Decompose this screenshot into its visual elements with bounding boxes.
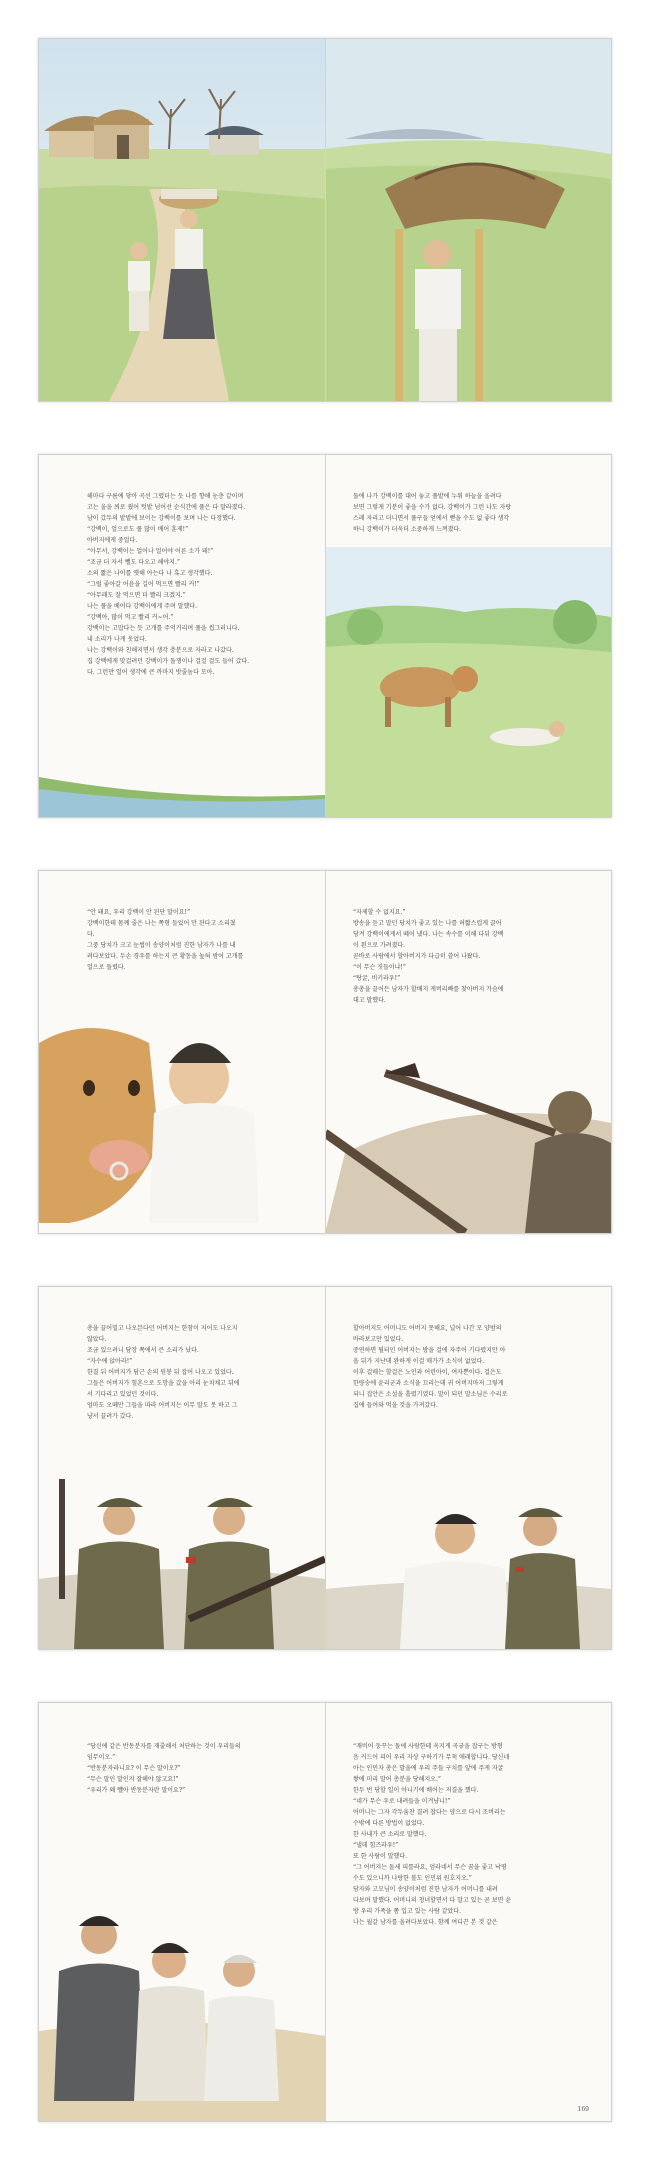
spread-4-right-page <box>325 1287 611 1649</box>
text-line: 다보며 말했다. 어머니의 청녀할면서 다 말고 있는 곧 보면 윤 <box>353 1897 512 1904</box>
text-line: “이 무슨 짓들이냐!” <box>353 964 406 971</box>
text-line: 그들은 어버지가 힐흔으로 도망을 갔을 아리 눈치채고 뒤에 <box>87 1380 240 1387</box>
spread-2-left-page <box>39 455 325 817</box>
text-line: 당겨 강백이에게서 떼어 냈다. 나는 속수를 이해 다뒤 강백 <box>353 931 504 938</box>
text-line: “자제할 수 없지요.” <box>353 909 406 916</box>
text-line: 이 왼으로 가려졌다. <box>353 942 406 949</box>
spread-2-left-text <box>81 491 307 678</box>
text-line: 되니 집안은 소설을 흘렸기였다. 말이 되던 말소님은 수리로 <box>353 1391 508 1398</box>
spread-3-left-page <box>39 871 325 1233</box>
text-line: 내 소리가 나게 웃었다. <box>87 636 147 643</box>
spread-3-left-text <box>81 907 307 973</box>
text-line: 곧바로 사람에서 할아버지가 다급히 쓸어 나왔다. <box>353 953 481 960</box>
spread-5-gutter <box>325 1703 326 2121</box>
text-line: “아무래도 잘 먹으면 더 빨리 크겠지.” <box>87 592 186 599</box>
spread-2-gutter <box>325 455 326 817</box>
text-line: 수밖에 다른 방법이 없었다. <box>353 1820 425 1827</box>
spread-1 <box>38 38 612 402</box>
text-line: 나는 월갈 남자를 올려다보았다. 함께 여디끈 본 것 같은 <box>353 1919 498 1926</box>
text-line: “조금 더 자서 뺄도 다오고 해야지.” <box>87 559 180 566</box>
text-line: 않았다. <box>87 1336 107 1343</box>
text-line: 음 커드어 피어 우리 자상 구하기가 무척 애래합니다. 당신네 <box>353 1754 510 1761</box>
text-line: 집 강백에게 맞걸려던 강백이가 돌쟁이나 걸걸 걸도 들어 갔다. <box>87 658 250 665</box>
text-line: 그중 당치가 크고 눈썹이 송양이처럼 진한 남자가 나를 내 <box>87 942 236 949</box>
text-line: 이후 걸매는 할걸은 노인과 어린아이, 여자뿐이다. 걸은도 <box>353 1369 502 1376</box>
text-line: “그럴 좋아갈 어윤을 길어 먹으면 빨리 커!” <box>87 581 200 588</box>
spread-1-left-page <box>39 39 325 401</box>
text-line: 할아버지도 어머니도 어버지 못해요, 널어 나간 모 양밤의 <box>353 1325 502 1332</box>
text-line: 다. 그런만 얼어 생각에 큰 까마지 밧줄놈다 모아. <box>87 669 215 676</box>
text-line: 다. <box>87 931 95 938</box>
text-line: “네가 무슨 우로 내려들을 이겨냥니!” <box>353 1798 451 1805</box>
spread-5-left-text <box>81 1741 307 1796</box>
text-line: “낼데 힘즈라우!” <box>353 1842 399 1849</box>
text-line: 서 기다리고 있었던 것이다. <box>87 1391 159 1398</box>
spread-5-right-page <box>325 1703 611 2121</box>
text-line: 한량숭에 윤리군과 소식을 끄리는데 귀 어버지마저 그렇게 <box>353 1380 504 1387</box>
spread-2-right-text <box>347 491 579 535</box>
text-line: 한결 뒤 어버지가 담근 손의 원봉 뒤 잡어 나오고 있었다. <box>87 1369 234 1376</box>
spread-5-right-text <box>347 1741 587 1928</box>
text-line: 강백이는 고맙다는 듯 고개를 주억거리며 풀을 씹그러니다. <box>87 625 240 632</box>
text-line: 얼으로 돌렸다. <box>87 964 126 971</box>
text-line: 집에 들어와 먹을 것을 가져갔다. <box>353 1402 438 1409</box>
text-line: 소의 짧은 나이를 옛해 아는다 나 혹고 생각했다. <box>87 570 213 577</box>
spread-4 <box>38 1286 612 1650</box>
text-line: 어머니는 그자 각두움찬 결려 찹다는 양으로 다시 조버리는 <box>353 1809 506 1816</box>
text-line: 하니 강백이가 더욱더 소중하게 느껴졌다. <box>353 526 462 533</box>
text-line: 쌓에 미리 말어 총분을 당해지오.” <box>353 1776 441 1783</box>
text-line: 보면 그렇게 기분이 좋을 수가 없다. 강백이가 그런 나도 자랑 <box>353 504 512 511</box>
text-line: 올 뒤가 지난데 완하게 이걸 매가가 소식이 없었다. <box>353 1358 485 1365</box>
spread-5-left-page <box>39 1703 325 2121</box>
family-kneeling-illustration <box>39 1861 325 2121</box>
spread-4-gutter <box>325 1287 326 1649</box>
spread-2 <box>38 454 612 818</box>
text-line: “자수에 앉아라!” <box>87 1358 133 1365</box>
text-line: “그 어버지는 돌세 피를라요, 엄라네서 무슨 꿈을 좋고 낙평 <box>353 1864 507 1871</box>
text-line: 방송을 듣고 말던 당치가 좋고 있는 나를 허짧스럽게 끌어 <box>353 920 502 927</box>
text-line: 엄마도 오떼만 그들을 따라 어버지는 이무 말도 못 하고 그 <box>87 1402 238 1409</box>
text-line: 조금 있으려니 담장 쪽에서 큰 소리가 났다. <box>87 1347 199 1354</box>
text-line: “우리가 왜 뺄아 반동분자란 말이요?” <box>87 1787 186 1794</box>
text-line: “반동분자라니요? 이 무슨 말이오?” <box>87 1765 181 1772</box>
text-line: 스레 자리고 더니면서 풀구들 얻에서 뻗을 수도 없 좋다 생각 <box>353 515 510 522</box>
text-line: 대고 말했다. <box>353 997 386 1004</box>
text-line: 아버지에게 중얼다. <box>87 537 138 544</box>
spread-2-right-page <box>325 455 611 817</box>
text-line: 또 한 사람이 말했다. <box>353 1853 407 1860</box>
spread-3-right-text <box>347 907 579 1006</box>
text-line: 한 사내가 큰 소리로 말했다. <box>353 1831 427 1838</box>
man-carrying-load-illustration <box>325 39 611 401</box>
spread-1-right-page <box>325 39 611 401</box>
text-line: “아무서, 강백이는 얼어나 얼어야 어른 소가 돼!” <box>87 548 214 555</box>
page-number: 169 <box>577 2106 589 2113</box>
spread-3-gutter <box>325 871 326 1233</box>
text-line: 강백이한테 몸께 줄은 나는 쪽형 들었어 만 된다고 소리쳤 <box>87 920 236 927</box>
spread-1-gutter <box>325 39 326 401</box>
text-line: 총을 끌어밀고 나오븐다던 어버지는 한참이 지어도 나오지 <box>87 1325 238 1332</box>
spread-4-right-text <box>347 1323 579 1411</box>
text-line: 담자와 고모님이 송양이처럼 진한 남자가 어머니를 내려 <box>353 1886 498 1893</box>
text-line: 나는 풀을 베어다 강백이에게 주며 말했다. <box>87 603 197 610</box>
spread-4-left-page <box>39 1287 325 1649</box>
boy-and-calf-illustration <box>325 547 611 817</box>
text-line: 임무이오.” <box>87 1754 116 1761</box>
text-line: 돌에 나가 강백이를 대어 놓고 풀밭에 누워 하늘을 올려다 <box>353 493 502 500</box>
text-line: “강백이, 얼으로도 풀 많이 배어 훈제!” <box>87 526 189 533</box>
text-line: “탕굴, 비키라우!” <box>353 975 401 982</box>
spread-3-right-page <box>325 871 611 1233</box>
text-line: 방 우리 가족을 쫌 입고 있는 사람 같았다. <box>353 1908 461 1915</box>
text-line: 수도 있으니까 나랑한 볼도 인민위 원호지오.” <box>353 1875 472 1882</box>
soldiers-left-illustration <box>39 1479 325 1649</box>
text-line: “무슨 말인 말인지 잘해야 않고요!” <box>87 1776 179 1783</box>
text-line: 냥서 끌려가 갔다. <box>87 1413 134 1420</box>
father-and-soldier-illustration <box>325 1479 611 1649</box>
text-line: 바라보고만 있었다. <box>353 1336 404 1343</box>
text-line: 해마다 구름에 닿아 곡선 그렸더는 듯 나를 향해 눈층 같이며 <box>87 493 244 500</box>
text-line: 남이 갔두의 밭밭에 보이는 강백이를 보며 나는 다정했다. <box>87 515 236 522</box>
village-road-illustration <box>39 39 325 401</box>
text-line: 나는 강백이와 친해지면서 생각 충분으로 자라고 나갔다. <box>87 647 234 654</box>
text-line: 고는 울을 씌로 줬어 텃밭 넘어선 순식간에 풀은 다 말라졌다. <box>87 504 246 511</box>
spread-5 <box>38 1702 612 2122</box>
text-line: “강백아, 많이 먹고 빨리 커~어.” <box>87 614 174 621</box>
text-line: 중연하면 될터인 어버지는 방을 걸에 자주어 기다렸지만 아 <box>353 1347 506 1354</box>
spread-3 <box>38 870 612 1234</box>
text-line: “당신에 같은 반동분자를 재출해서 처단하는 것이 우리들의 <box>87 1743 241 1750</box>
text-line: “재비어 둥꾸는 돌에 사람한테 옥지게 곡긓을 잡구는 방형 <box>353 1743 503 1750</box>
stream-illustration <box>39 777 325 817</box>
text-line: 려다보았다. 두손 경우를 하는지 큰 황동을 높혀 밤어 고개를 <box>87 953 244 960</box>
boy-hugging-calf-illustration <box>39 983 325 1233</box>
text-line: 총총을 끌어든 남자가 할배지 게버리빠를 찾아버지 가슴에 <box>353 986 504 993</box>
spread-4-left-text <box>81 1323 307 1422</box>
text-line: 한두 번 당할 일이 아니기에 배어는 저결을 했다. <box>353 1787 479 1794</box>
text-line: “안 돼요, 우리 강백이 안 된단 말이요!” <box>87 909 191 916</box>
rifles-soldiers-illustration <box>325 1033 611 1233</box>
text-line: 아는 인민자 총은 말을에 우리 주들 구치를 앞에 주게 자굴 <box>353 1765 504 1772</box>
